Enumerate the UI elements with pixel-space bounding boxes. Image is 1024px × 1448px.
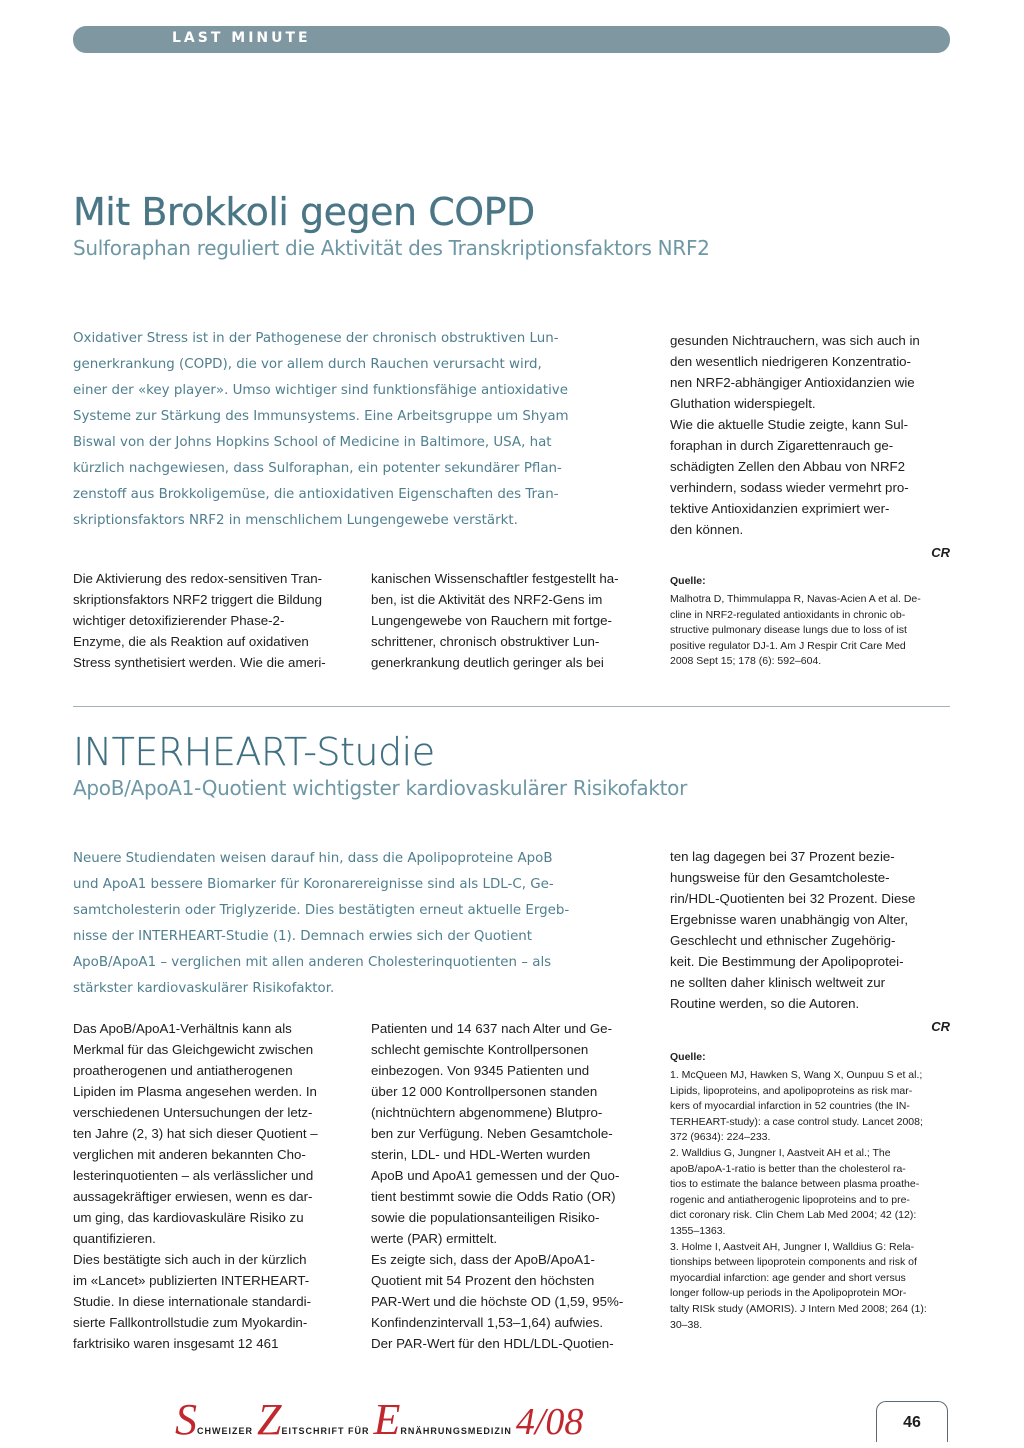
logo-letter: S	[175, 1395, 197, 1444]
text-line: sterin, LDL- und HDL-Werten wurden	[371, 1147, 591, 1162]
text-line: Stress synthetisiert werden. Wie die ameri-	[73, 655, 326, 670]
text-line: den wesentlich niedrigeren Konzentratio-	[670, 354, 911, 369]
text-line: Geschlecht und ethnischer Zugehörig-	[670, 933, 896, 948]
text-line: rin/HDL-Quotienten bei 32 Prozent. Diese	[670, 891, 916, 906]
article2-column-1	[73, 1018, 353, 1354]
text-line: ten lag dagegen bei 37 Prozent bezie-	[670, 849, 895, 864]
lead-line: nisse der INTERHEART-Studie (1). Demnach erwies sich der Quotient	[73, 929, 533, 944]
source-line: 3. Holme I, Aastveit AH, Jungner I, Walldius G: Rela-	[670, 1240, 915, 1253]
logo-word: EITSCHRIFT FÜR	[281, 1426, 370, 1436]
text-line: generkrankung deutlich geringer als bei	[371, 655, 604, 670]
text-line: wichtiger detoxifizierender Phase-2-	[73, 613, 285, 628]
source-line: talty RISk study (AMORIS). J Intern Med 2008; 264 (1):	[670, 1302, 927, 1315]
text-line: lesterinquotienten – als verlässlicher und	[73, 1168, 314, 1183]
text-line: werte (PAR) ermittelt.	[371, 1231, 498, 1246]
lead-line: skriptionsfaktors NRF2 in menschlichem Lungengewebe verstärkt.	[73, 513, 518, 528]
source-line: 1. McQueen MJ, Hawken S, Wang X, Ounpuu S et al.;	[670, 1069, 923, 1081]
lead-line: generkrankung (COPD), die vor allem durch Rauchen verursacht wird,	[73, 357, 542, 372]
source-line: TERHEART-study): a case control study. Lancet 2008;	[670, 1115, 923, 1128]
source-line: kers of myocardial infarction in 52 countries (the IN-	[670, 1100, 910, 1113]
source-line: cline in NRF2-regulated antioxidants in chronic ob-	[670, 608, 906, 621]
source-line: 2008 Sept 15; 178 (6): 592–604.	[670, 655, 822, 668]
article2-column-3	[670, 846, 950, 1333]
text-line: Studie. In diese internationale standardi-	[73, 1294, 312, 1309]
lead-line: einer der «key player». Umso wichtiger sind funktionsfähige antioxidative	[73, 383, 568, 398]
text-line: (nichtnüchtern abgenommene) Blutpro-	[371, 1105, 603, 1120]
source-heading: Quelle:	[670, 575, 706, 587]
text-line: über 12 000 Kontrollpersonen standen	[371, 1084, 598, 1099]
text-line: Merkmal für das Gleichgewicht zwischen	[73, 1042, 314, 1057]
source-line: Lipids, lipoproteins, and apolipoproteins as risk mar-	[670, 1084, 913, 1097]
text-line: ApoB und ApoA1 gemessen und der Quo-	[371, 1168, 620, 1183]
text-line: gesunden Nichtrauchern, was sich auch in	[670, 333, 920, 348]
journal-logo	[175, 1394, 583, 1444]
lead-line: stärkster kardiovaskulärer Risikofaktor.	[73, 981, 335, 996]
text-line: Lipiden im Plasma angesehen werden. In	[73, 1084, 317, 1099]
text-line: einbezogen. Von 9345 Patienten und	[371, 1063, 590, 1078]
source-line: dict coronary risk. Clin Chem Lab Med 2004; 42 (12):	[670, 1209, 917, 1222]
text-line: sowie die populationsanteiligen Risiko-	[371, 1210, 600, 1225]
lead-line: Oxidativer Stress ist in der Pathogenese der chronisch obstruktiven Lun-	[73, 331, 559, 346]
text-line: foraphan in durch Zigarettenrauch ge-	[670, 438, 894, 453]
article1-lead	[73, 326, 653, 534]
text-line: skriptionsfaktors NRF2 triggert die Bildung	[73, 592, 323, 607]
text-line: ben, ist die Aktivität des NRF2-Gens im	[371, 592, 603, 607]
text-line: schlecht gemischte Kontrollpersonen	[371, 1042, 589, 1057]
article1-column-1	[73, 568, 353, 673]
article1-column-2	[371, 568, 651, 673]
text-line: Patienten und 14 637 nach Alter und Ge-	[371, 1021, 612, 1036]
text-line: verglichen mit anderen bekannten Cho-	[73, 1147, 306, 1162]
text-line: ten Jahre (2, 3) hat sich dieser Quotient –	[73, 1126, 318, 1141]
text-line: im «Lancet» publizierten INTERHEART-	[73, 1273, 310, 1288]
source-line: tionships between lipoprotein components and risk of	[670, 1256, 917, 1269]
text-line: Das ApoB/ApoA1-Verhältnis kann als	[73, 1021, 292, 1036]
page-number: 46	[903, 1414, 921, 1431]
text-line: Lungengewebe von Rauchern mit fortge-	[371, 613, 612, 628]
text-line: ben zur Verfügung. Neben Gesamtchole-	[371, 1126, 613, 1141]
source-list	[670, 1068, 950, 1333]
logo-word: RNÄHRUNGSMEDIZIN	[400, 1426, 512, 1436]
text-line: um ging, das kardiovaskuläre Risiko zu	[73, 1210, 304, 1225]
text-line: keit. Die Bestimmung der Apolipoprotei-	[670, 954, 904, 969]
article2-column-2	[371, 1018, 651, 1354]
article1-heading	[73, 190, 953, 260]
text-line: verschiedenen Untersuchungen der letz-	[73, 1105, 313, 1120]
article1-subtitle: Sulforaphan reguliert die Aktivität des Transkriptionsfaktors NRF2	[73, 236, 710, 260]
text-line: farktrisiko waren insgesamt 12 461	[73, 1336, 279, 1351]
lead-line: samtcholesterin oder Triglyzeride. Dies bestätigten erneut aktuelle Ergeb-	[73, 903, 570, 918]
text-line: den können.	[670, 522, 744, 537]
text-line: Es zeigte sich, dass der ApoB/ApoA1-	[371, 1252, 595, 1267]
text-line: verhindern, sodass wieder vermehrt pro-	[670, 480, 909, 495]
lead-line: und ApoA1 bessere Biomarker für Koronarereignisse sind als LDL-C, Ge-	[73, 877, 554, 892]
article2-heading	[73, 730, 953, 800]
author-signature: CR	[931, 1019, 950, 1034]
source-line: tios to estimate the balance between plasma proathe-	[670, 1178, 920, 1191]
author-signature: CR	[931, 545, 950, 560]
section-label: LAST MINUTE	[172, 30, 311, 46]
source-line: 372 (9634): 224–233.	[670, 1131, 771, 1144]
lead-line: Biswal von der Johns Hopkins School of Medicine in Baltimore, USA, hat	[73, 435, 552, 450]
source-line: longer follow-up periods in the Apolipoprotein MOr-	[670, 1287, 907, 1300]
text-line: quantifizieren.	[73, 1231, 156, 1246]
lead-line: zenstoff aus Brokkoligemüse, die antioxidativen Eigenschaften des Tran-	[73, 487, 559, 502]
article1-column-3	[670, 330, 950, 670]
source-line: myocardial infarction: age gender and short versus	[670, 1271, 906, 1284]
text-line: aussagekräftiger erwiesen, wenn es dar-	[73, 1189, 313, 1204]
text-line: tient bestimmt sowie die Odds Ratio (OR)	[371, 1189, 616, 1204]
text-line: hungsweise für den Gesamtcholeste-	[670, 870, 890, 885]
lead-line: kürzlich nachgewiesen, dass Sulforaphan, ein potenter sekundärer Pflan-	[73, 461, 562, 476]
source-line: 30–38.	[670, 1318, 703, 1331]
article2-subtitle: ApoB/ApoA1-Quotient wichtigster kardiovaskulärer Risikofaktor	[73, 776, 687, 800]
text-line: nen NRF2-abhängiger Antioxidanzien wie	[670, 375, 915, 390]
article2-lead	[73, 846, 653, 1002]
text-line: Ergebnisse waren unabhängig von Alter,	[670, 912, 909, 927]
source-line: Malhotra D, Thimmulappa R, Navas-Acien A et al. De-	[670, 593, 921, 605]
logo-letter: E	[373, 1395, 401, 1444]
text-line: Der PAR-Wert für den HDL/LDL-Quotien-	[371, 1336, 614, 1351]
text-line: kanischen Wissenschaftler festgestellt ha-	[371, 571, 619, 586]
source-line: apoB/apoA-1-ratio is better than the cholesterol ra-	[670, 1162, 906, 1175]
lead-line: ApoB/ApoA1 – verglichen mit allen anderen Cholesterinquotienten – als	[73, 955, 552, 970]
article1-title: Mit Brokkoli gegen COPD	[73, 190, 535, 234]
source-line: positive regulator DJ-1. Am J Respir Crit Care Med	[670, 639, 906, 652]
source-heading: Quelle:	[670, 1051, 706, 1063]
lead-line: Neuere Studiendaten weisen darauf hin, dass die Apolipoproteine ApoB	[73, 851, 553, 866]
text-line: PAR-Wert und die höchste OD (1,59, 95%-	[371, 1294, 624, 1309]
article-divider	[73, 706, 950, 707]
text-line: ne sollten daher klinisch weltweit zur	[670, 975, 886, 990]
text-line: sierte Fallkontrollstudie zum Myokardin-	[73, 1315, 308, 1330]
lead-line: Systeme zur Stärkung des Immunsystems. Eine Arbeitsgruppe um Shyam	[73, 409, 569, 424]
text-line: schädigten Zellen den Abbau von NRF2	[670, 459, 906, 474]
page-number-badge	[876, 1401, 948, 1442]
text-line: Enzyme, die als Reaktion auf oxidativen	[73, 634, 309, 649]
section-header-bar	[73, 26, 950, 53]
source-line: 2. Walldius G, Jungner I, Aastveit AH et al.; The	[670, 1146, 891, 1159]
text-line: Dies bestätigte sich auch in der kürzlich	[73, 1252, 307, 1267]
logo-letter: Z	[257, 1395, 282, 1444]
text-line: tektive Antioxidanzien exprimiert wer-	[670, 501, 890, 516]
source-line: structive pulmonary disease lungs due to loss of ist	[670, 624, 907, 637]
source-line: rogenic and antiatherogenic lipoproteins and to pre-	[670, 1193, 910, 1206]
issue-number: 4/08	[515, 1401, 584, 1443]
text-line: Quotient mit 54 Prozent den höchsten	[371, 1273, 595, 1288]
text-line: Wie die aktuelle Studie zeigte, kann Sul-	[670, 417, 909, 432]
text-line: schrittener, chronisch obstruktiver Lun-	[371, 634, 600, 649]
text-line: Gluthation widerspiegelt.	[670, 396, 816, 411]
source-line: 1355–1363.	[670, 1224, 726, 1237]
logo-word: CHWEIZER	[197, 1426, 253, 1436]
article2-title: INTERHEART-Studie	[73, 730, 435, 774]
text-line: proatherogenen und antiatherogenen	[73, 1063, 293, 1078]
text-line: Konfindenzintervall 1,53–1,64) aufwies.	[371, 1315, 604, 1330]
text-line: Routine werden, so die Autoren.	[670, 996, 860, 1011]
source-list	[670, 592, 950, 670]
text-line: Die Aktivierung des redox-sensitiven Tran-	[73, 571, 323, 586]
